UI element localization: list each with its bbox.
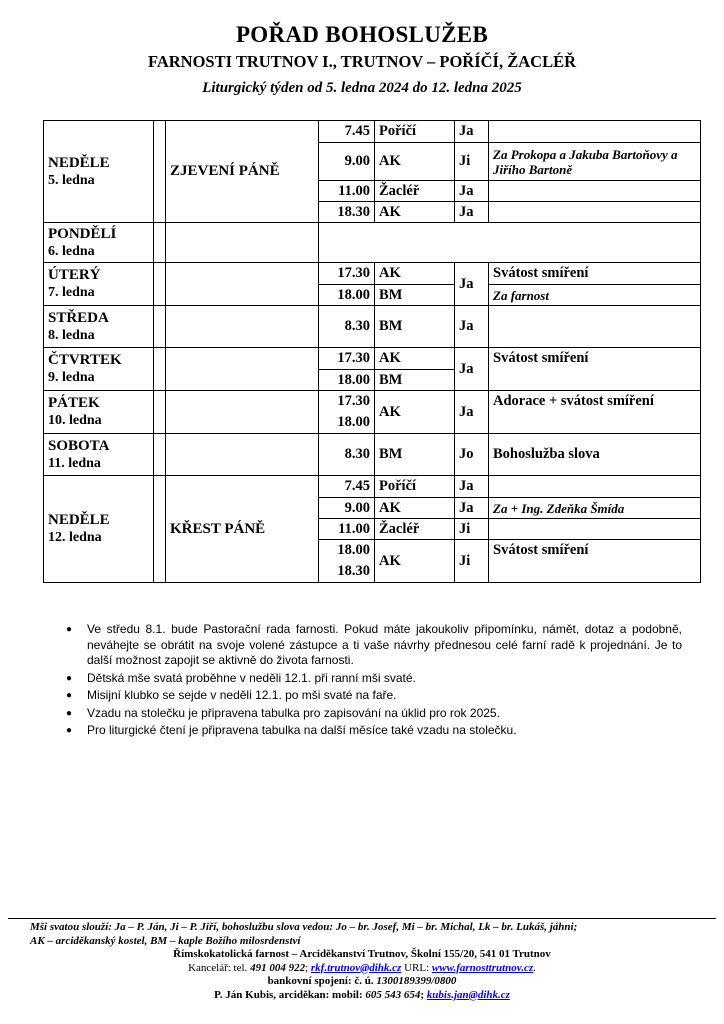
table-row bbox=[44, 434, 701, 476]
schedule-table bbox=[43, 120, 701, 583]
footer-priest-contact: P. Ján Kubis, arciděkan: mobil: 605 543 654; kubis.jan@dihk.cz bbox=[214, 988, 510, 1001]
bullet-icon: ● bbox=[66, 725, 73, 736]
place-cell: AK bbox=[375, 540, 455, 583]
place-cell: AK bbox=[375, 263, 455, 285]
spacer-cell bbox=[154, 348, 166, 391]
feast-cell bbox=[166, 434, 319, 476]
day-cell bbox=[44, 434, 154, 476]
note-cell: Svátost smíření bbox=[489, 263, 701, 285]
bullet-icon: ● bbox=[66, 672, 73, 684]
list-item: ● Ve středu 8.1. bude Pastorační rada farnosti. Pokud máte jakoukoliv připomínku, námět, dotaz a podobně, neváhejte se obrátit na svoje volené zástupce a ti vaše návrhy přednesou celé farní radě k projednání. Je to další možnost zapojit se aktivně do života farnosti. bbox=[66, 622, 682, 667]
footer-parish-address: Římskokatolická farnost – Arciděkanství Trutnov, Školní 155/20, 541 01 Trutnov bbox=[173, 948, 551, 960]
page-title: POŘAD BOHOSLUŽEB bbox=[235, 22, 489, 47]
day-cell bbox=[44, 476, 154, 583]
day-name: NEDĚLE bbox=[48, 154, 110, 171]
spacer-cell bbox=[154, 476, 166, 583]
empty-cell bbox=[319, 223, 701, 263]
day-date: 7. ledna bbox=[48, 285, 95, 300]
priest-cell: Ja bbox=[455, 181, 489, 202]
day-name: PÁTEK bbox=[48, 395, 100, 411]
place-cell: BM bbox=[375, 434, 455, 476]
time-cell: 17.30 bbox=[319, 391, 375, 413]
note-cell bbox=[489, 181, 701, 202]
time-cell: 18.00 bbox=[319, 413, 375, 434]
day-name: STŘEDA bbox=[48, 309, 109, 326]
time-cell: 7.45 bbox=[319, 121, 375, 143]
note-cell: Bohoslužba slova bbox=[489, 434, 701, 476]
time-cell: 18.00 bbox=[319, 285, 375, 306]
priest-cell: Ji bbox=[455, 143, 489, 181]
day-cell bbox=[44, 121, 154, 223]
time-cell: 9.00 bbox=[319, 143, 375, 181]
day-date: 8. ledna bbox=[48, 327, 95, 343]
priest-cell: Ji bbox=[455, 540, 489, 583]
place-cell: Žacléř bbox=[375, 519, 455, 540]
list-item: ● Vzadu na stolečku je připravena tabulka pro zapisování na úklid pro rok 2025. bbox=[66, 705, 500, 720]
priest-email-link[interactable]: kubis.jan@dihk.cz bbox=[426, 988, 510, 1001]
place-cell: BM bbox=[375, 285, 455, 306]
table-row bbox=[44, 263, 701, 285]
day-date: 6. ledna bbox=[48, 243, 95, 259]
day-name: PONDĚLÍ bbox=[48, 225, 117, 242]
list-item: ● Misijní klubko se sejde v neděli 12.1. po mši svaté na faře. bbox=[66, 688, 397, 702]
note-cell: Za farnost bbox=[489, 285, 701, 306]
time-cell: 17.30 bbox=[319, 263, 375, 285]
spacer-cell bbox=[154, 306, 166, 348]
bullet-icon: ● bbox=[66, 624, 73, 635]
day-cell bbox=[44, 306, 154, 348]
table-row bbox=[44, 476, 701, 498]
day-date: 11. ledna bbox=[48, 455, 101, 471]
table-row bbox=[44, 391, 701, 413]
feast-cell bbox=[166, 306, 319, 348]
day-name: ČTVRTEK bbox=[48, 352, 122, 368]
time-cell: 8.30 bbox=[319, 434, 375, 476]
priest-cell: Ja bbox=[455, 348, 489, 391]
place-cell: Poříčí bbox=[375, 476, 455, 498]
priest-cell: Ji bbox=[455, 519, 489, 540]
list-item: ● Pro liturgické čtení je připravena tabulka na další měsíce také vzadu na stolečku. bbox=[66, 723, 517, 737]
place-cell: AK bbox=[375, 202, 455, 223]
footer bbox=[0, 921, 724, 1002]
day-cell bbox=[44, 391, 154, 434]
place-cell: AK bbox=[375, 143, 455, 181]
priest-cell: Ja bbox=[455, 306, 489, 348]
priest-cell: Ja bbox=[455, 202, 489, 223]
feast-cell bbox=[166, 348, 319, 391]
time-cell: 18.00 bbox=[319, 540, 375, 562]
note-cell bbox=[489, 202, 701, 223]
feast-cell: ZJEVENÍ PÁNĚ bbox=[166, 121, 319, 223]
priest-cell: Ja bbox=[455, 476, 489, 498]
bullet-icon: ● bbox=[66, 707, 73, 719]
day-cell bbox=[44, 263, 154, 306]
place-cell: BM bbox=[375, 370, 455, 391]
feast-cell bbox=[166, 263, 319, 306]
note-cell: Za + Ing. Zdeňka Šmída bbox=[489, 498, 701, 519]
office-email-link[interactable]: rkf.trutnov@dihk.cz bbox=[310, 961, 402, 974]
note-cell: Svátost smíření bbox=[489, 348, 701, 391]
feast-cell bbox=[166, 223, 319, 263]
day-date: 5. ledna bbox=[48, 172, 95, 188]
note-cell: Adorace + svátost smíření bbox=[489, 391, 701, 434]
bullet-icon: ● bbox=[66, 690, 73, 701]
day-cell bbox=[44, 223, 154, 263]
footer-legend-places: AK – arciděkanský kostel, BM – kaple Božího milosrdenství bbox=[30, 934, 301, 947]
table-row bbox=[44, 223, 701, 263]
website-link[interactable]: www.farnosttrutnov.cz bbox=[431, 961, 534, 974]
table-row bbox=[44, 348, 701, 370]
feast-cell bbox=[166, 391, 319, 434]
time-cell: 18.30 bbox=[319, 562, 375, 583]
note-cell bbox=[489, 121, 701, 143]
day-name: ÚTERÝ bbox=[48, 267, 101, 283]
time-cell: 18.30 bbox=[319, 202, 375, 223]
time-cell: 11.00 bbox=[319, 181, 375, 202]
day-date: 12. ledna bbox=[48, 530, 102, 545]
note-cell: Svátost smíření bbox=[489, 540, 701, 583]
priest-cell: Ja bbox=[455, 498, 489, 519]
note-cell bbox=[489, 519, 701, 540]
spacer-cell bbox=[154, 391, 166, 434]
place-cell: Poříčí bbox=[375, 121, 455, 143]
day-date: 9. ledna bbox=[48, 370, 95, 385]
place-cell: AK bbox=[375, 391, 455, 434]
footer-legend-priests: Mši svatou slouží: Ja – P. Ján, Ji – P. Jiří, bohoslužbu slova vedou: Jo – br. Josef, Mi – br. Michal, Lk – br. Lukáš, jáhni; bbox=[30, 921, 578, 933]
day-date: 10. ledna bbox=[48, 413, 102, 428]
time-cell: 7.45 bbox=[319, 476, 375, 498]
footer-bank: bankovní spojení: č. ú. 1300189399/0800 bbox=[267, 975, 457, 987]
spacer-cell bbox=[154, 434, 166, 476]
place-cell: BM bbox=[375, 306, 455, 348]
time-cell: 18.00 bbox=[319, 370, 375, 391]
table-row bbox=[44, 306, 701, 348]
place-cell: AK bbox=[375, 498, 455, 519]
place-cell: Žacléř bbox=[375, 181, 455, 202]
day-cell bbox=[44, 348, 154, 391]
day-name: NEDĚLE bbox=[48, 512, 110, 528]
place-cell: AK bbox=[375, 348, 455, 370]
day-name: SOBOTA bbox=[48, 437, 110, 454]
note-cell bbox=[489, 306, 701, 348]
time-cell: 11.00 bbox=[319, 519, 375, 540]
parish-subtitle: FARNOSTI TRUTNOV I., TRUTNOV – POŘÍČÍ, ŽACLÉŘ bbox=[147, 52, 576, 71]
priest-cell: Ja bbox=[455, 391, 489, 434]
footer-divider bbox=[8, 918, 716, 919]
spacer-cell bbox=[154, 121, 166, 223]
footer-office: Kancelář: tel. 491 004 922; rkf.trutnov@dihk.cz URL: www.farnosttrutnov.cz. bbox=[188, 961, 536, 974]
priest-cell: Ja bbox=[455, 121, 489, 143]
table-row bbox=[44, 121, 701, 143]
spacer-cell bbox=[154, 223, 166, 263]
note-cell bbox=[489, 476, 701, 498]
list-item: ● Dětská mše svatá proběhne v neděli 12.1. při ranní mši svaté. bbox=[66, 670, 416, 685]
priest-cell: Jo bbox=[455, 434, 489, 476]
feast-cell: KŘEST PÁNĚ bbox=[166, 476, 319, 583]
time-cell: 8.30 bbox=[319, 306, 375, 348]
time-cell: 17.30 bbox=[319, 348, 375, 370]
spacer-cell bbox=[154, 263, 166, 306]
announcements-list bbox=[64, 622, 682, 741]
time-cell: 9.00 bbox=[319, 498, 375, 519]
note-cell: Za Prokopa a Jakuba Bartoňovy a Jiřího Bartoně bbox=[489, 143, 701, 181]
liturgical-week: Liturgický týden od 5. ledna 2024 do 12. ledna 2025 bbox=[202, 80, 522, 96]
priest-cell: Ja bbox=[455, 263, 489, 306]
